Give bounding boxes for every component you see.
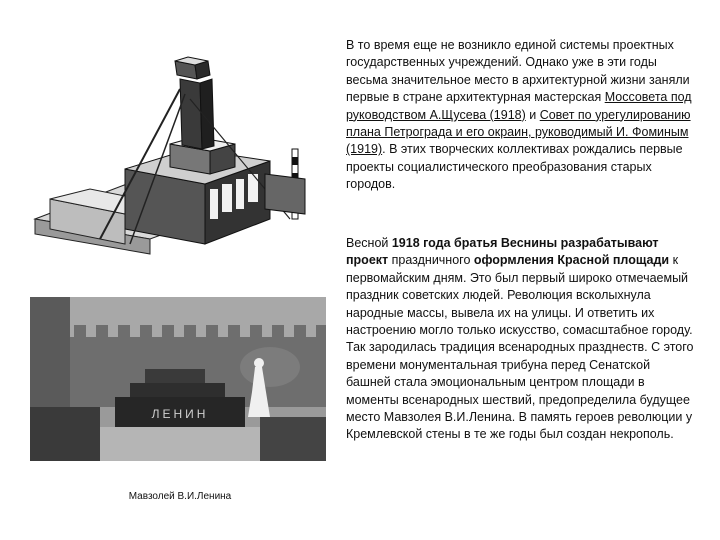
architectural-sketch-image xyxy=(30,49,326,260)
paragraph-2 xyxy=(346,235,696,444)
p2-text-1: Весной xyxy=(346,236,392,250)
p1-text-2: и xyxy=(525,107,540,122)
mausoleum-photo xyxy=(30,297,326,461)
architectural-sketch-icon xyxy=(30,49,326,260)
mausoleum-photo-icon xyxy=(30,297,326,461)
p2-bold-1: 1918 года братья Веснины разрабатывают проект xyxy=(346,236,659,268)
p2-text-3: к первомайским дням. Это был первый широко отмечаемый праздник советских людей. Революция всколыхнула народные массы, вывела их на улицы. И ответить их настроению могло только искусство, сомасштабное городу. Так зародилась традиция всенародных празднеств. С этого времени монументальная трибуна перед Сенатской башней стала эмоциональным центром площади в моменты всенародных шествий, предопределила будущее место Мавзолея В.И.Ленина. В память героев революции у Кремлевской стены в те же годы был создан некрополь. xyxy=(346,253,694,442)
petrograd-council-link[interactable]: Совет по урегулированию плана Петрограда и его окраин, руководимый И. Фоминым (1919) xyxy=(346,107,691,157)
image-caption: Мавзолей В.И.Ленина xyxy=(128,491,232,502)
mossovet-workshop-link[interactable]: Моссовета под руководством А.Щусева (1918) xyxy=(346,90,692,122)
p2-bold-2: оформления Красной площади xyxy=(473,253,670,268)
p2-text-2: праздничного xyxy=(388,253,474,268)
paragraph-1 xyxy=(346,37,696,194)
mausoleum-plaque: ЛЕНИН xyxy=(151,407,209,421)
p1-text-1: В то время еще не возникло единой системы проектных государственных учреждений. Однако уже в эти годы весьма значительное место в архитектурной жизни заняли первые в стране архитектурная мастерская xyxy=(346,38,690,105)
p1-text-3: . В этих творческих коллективах рождались первые проекты социалистического преобразования старых городов. xyxy=(346,142,683,192)
